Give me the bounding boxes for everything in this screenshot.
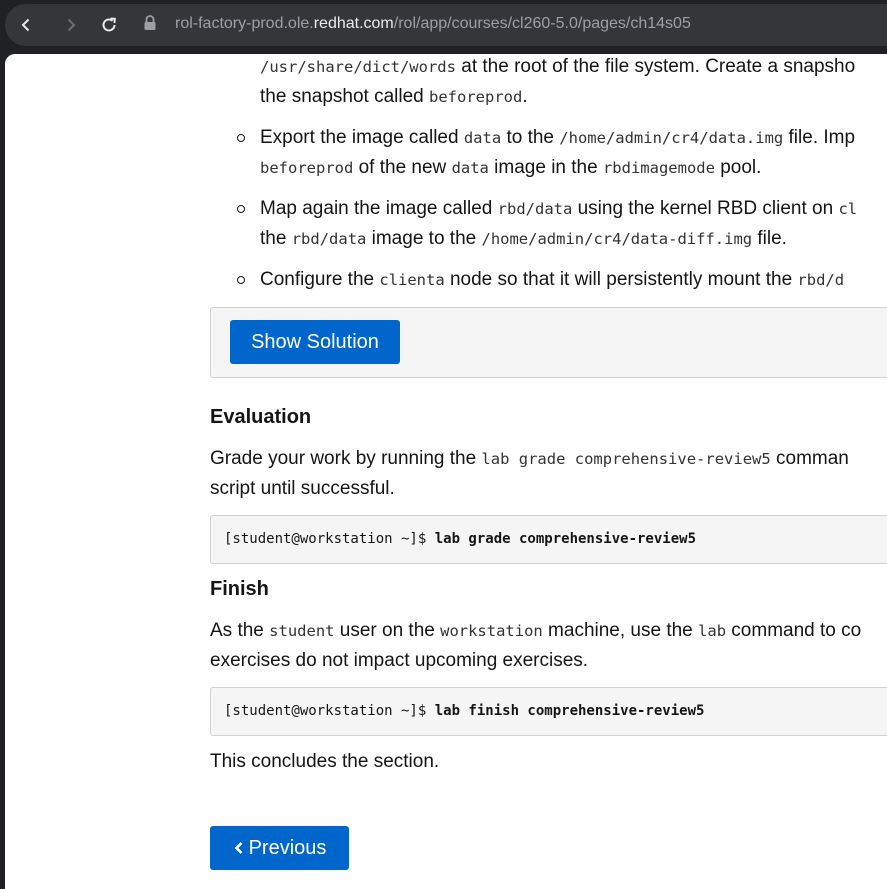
back-button[interactable] <box>5 4 47 46</box>
bullet-circle-icon <box>237 276 245 284</box>
forward-button[interactable] <box>50 4 92 46</box>
finish-paragraph-line <box>210 616 861 646</box>
lock-icon <box>143 14 157 32</box>
inline-code: student <box>269 622 335 640</box>
text: comman <box>770 448 849 469</box>
text: Configure the <box>260 269 380 290</box>
inline-code: workstation <box>440 622 543 640</box>
forward-arrow-icon <box>63 17 79 33</box>
evaluation-paragraph-line: script until successful. <box>210 478 395 499</box>
inline-code: data <box>451 159 489 177</box>
shell-prompt: [student@workstation ~]$ <box>224 703 435 719</box>
text: of the new <box>353 157 452 178</box>
inline-code: clienta <box>379 271 445 289</box>
text: node so that it will persistently mount the <box>444 269 798 290</box>
inline-code: rbd/data <box>291 230 367 248</box>
text: at the root of the file system. Create a snapsho <box>455 56 856 77</box>
bullet-circle-icon <box>237 134 245 142</box>
browser-toolbar <box>0 0 887 50</box>
inline-code: data <box>463 129 502 147</box>
shell-prompt: [student@workstation ~]$ <box>224 531 435 547</box>
inline-code: rbd/data <box>497 200 573 218</box>
list-item <box>210 265 857 295</box>
evaluation-paragraph-line <box>210 444 849 474</box>
list-item <box>210 123 857 194</box>
show-solution-button[interactable]: Show Solution <box>230 320 400 364</box>
inline-code: beforeprod <box>429 88 523 106</box>
text: file. <box>752 228 787 249</box>
text: Map again the image called <box>260 198 498 219</box>
text: pool. <box>714 157 762 178</box>
text: to the <box>501 127 560 148</box>
bullet-circle-icon <box>237 205 245 213</box>
url-host: redhat.com <box>313 15 394 32</box>
text: Export the image called <box>260 127 464 148</box>
inline-code: lab <box>698 622 727 640</box>
text: using the kernel RBD client on <box>572 198 839 219</box>
shell-command: lab grade comprehensive-review5 <box>434 531 697 547</box>
finish-paragraph-line: exercises do not impact upcoming exercises. <box>210 650 589 671</box>
text: image to the <box>366 228 482 249</box>
text: Grade your work by running the <box>210 448 482 469</box>
step-continuation-line <box>210 82 857 123</box>
previous-label: Previous <box>248 837 327 859</box>
step-list <box>210 54 857 295</box>
inline-code: rbdimagemode <box>602 159 715 177</box>
reload-button[interactable] <box>88 4 130 46</box>
finish-command-block[interactable] <box>210 687 887 736</box>
inline-code: /home/admin/cr4/data.img <box>559 129 784 147</box>
text: the <box>260 228 292 249</box>
text: the snapshot called <box>260 86 430 107</box>
text: image in the <box>488 157 603 178</box>
evaluation-heading: Evaluation <box>210 406 312 428</box>
url-prefix: rol-factory-prod.ole. <box>175 15 314 32</box>
inline-code: lab grade comprehensive-review5 <box>481 450 771 468</box>
text: . <box>522 86 528 107</box>
text: file. Imp <box>783 127 856 148</box>
url-path: /rol/app/courses/cl260-5.0/pages/ch14s05 <box>393 15 691 32</box>
inline-code: rbd/d <box>797 271 845 289</box>
shell-command: lab finish comprehensive-review5 <box>434 703 705 719</box>
chevron-left-icon <box>233 840 245 856</box>
page-viewport <box>5 54 887 889</box>
previous-button[interactable] <box>210 826 349 870</box>
grade-command-block[interactable] <box>210 515 887 564</box>
finish-heading: Finish <box>210 578 269 600</box>
url-text[interactable] <box>175 14 691 34</box>
list-item <box>210 194 857 265</box>
inline-code: /home/admin/cr4/data-diff.img <box>481 230 753 248</box>
conclusion-text: This concludes the section. <box>210 751 440 772</box>
sub-steps <box>210 123 857 295</box>
text: As the <box>210 620 270 641</box>
text: machine, use the <box>542 620 699 641</box>
inline-code: cl <box>838 200 858 218</box>
text: command to co <box>726 620 862 641</box>
step-continuation-line <box>210 54 857 82</box>
text: user on the <box>334 620 441 641</box>
back-arrow-icon <box>18 17 34 33</box>
reload-icon <box>100 16 118 34</box>
inline-code: /usr/share/dict/words <box>260 58 456 76</box>
inline-code: beforeprod <box>260 159 354 177</box>
